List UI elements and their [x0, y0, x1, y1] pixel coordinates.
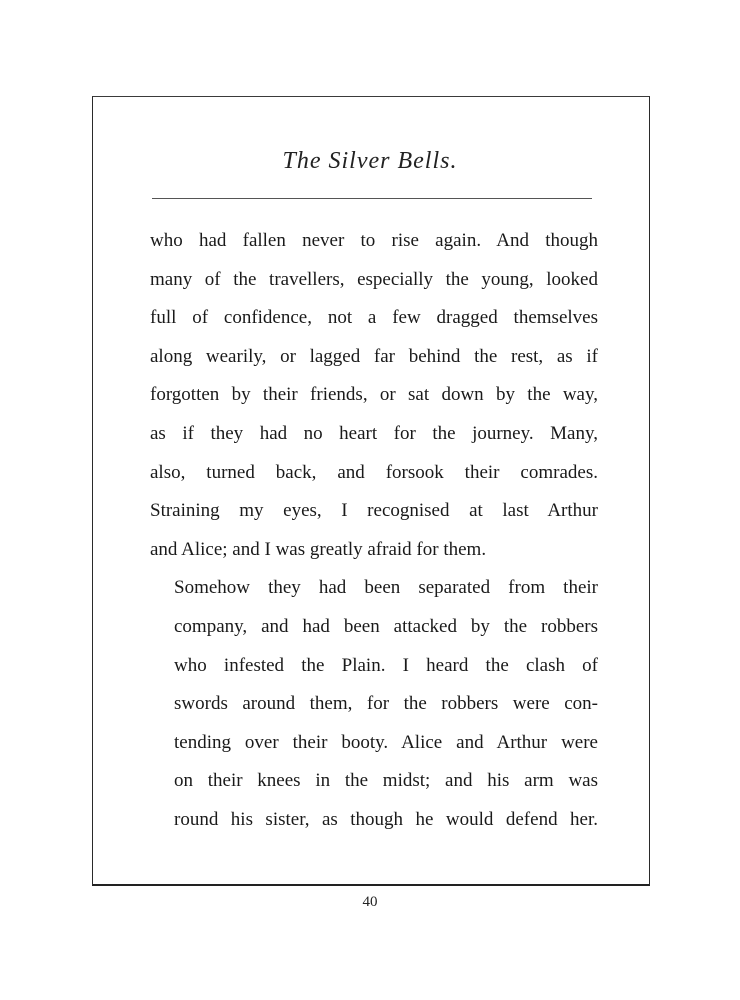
title-rule — [152, 198, 592, 199]
text-line: tending over their booty. Alice and Arthur were — [174, 731, 598, 753]
text-line: forgotten by their friends, or sat down by the way, — [150, 384, 598, 406]
text-line: Straining my eyes, I recognised at last Arthur — [150, 500, 598, 522]
text-line: swords around them, for the robbers were con- — [174, 693, 598, 715]
page-number: 40 — [362, 894, 378, 910]
text-line: on their knees in the midst; and his arm was — [174, 770, 598, 792]
text-line: who had fallen never to rise again. And though — [150, 230, 598, 251]
text-line: also, turned back, and forsook their comrades. — [150, 461, 598, 483]
text-line: as if they had no heart for the journey. Many, — [150, 422, 598, 444]
text-line: along wearily, or lagged far behind the rest, as if — [150, 345, 598, 367]
text-line: who infested the Plain. I heard the clash of — [174, 654, 598, 676]
paragraph-1 — [150, 222, 598, 569]
running-title: The Silver Bells. — [282, 148, 458, 174]
body-text — [150, 222, 598, 840]
text-line: and Alice; and I was greatly afraid for them. — [150, 538, 487, 560]
text-line: Somehow they had been separated from their — [174, 577, 598, 599]
text-line: many of the travellers, especially the young, looked — [150, 268, 598, 290]
text-line: company, and had been attacked by the robbers — [174, 615, 598, 637]
paragraph-2 — [150, 569, 598, 839]
text-line: full of confidence, not a few dragged themselves — [150, 307, 598, 329]
text-line: round his sister, as though he would defend her. — [174, 808, 598, 830]
